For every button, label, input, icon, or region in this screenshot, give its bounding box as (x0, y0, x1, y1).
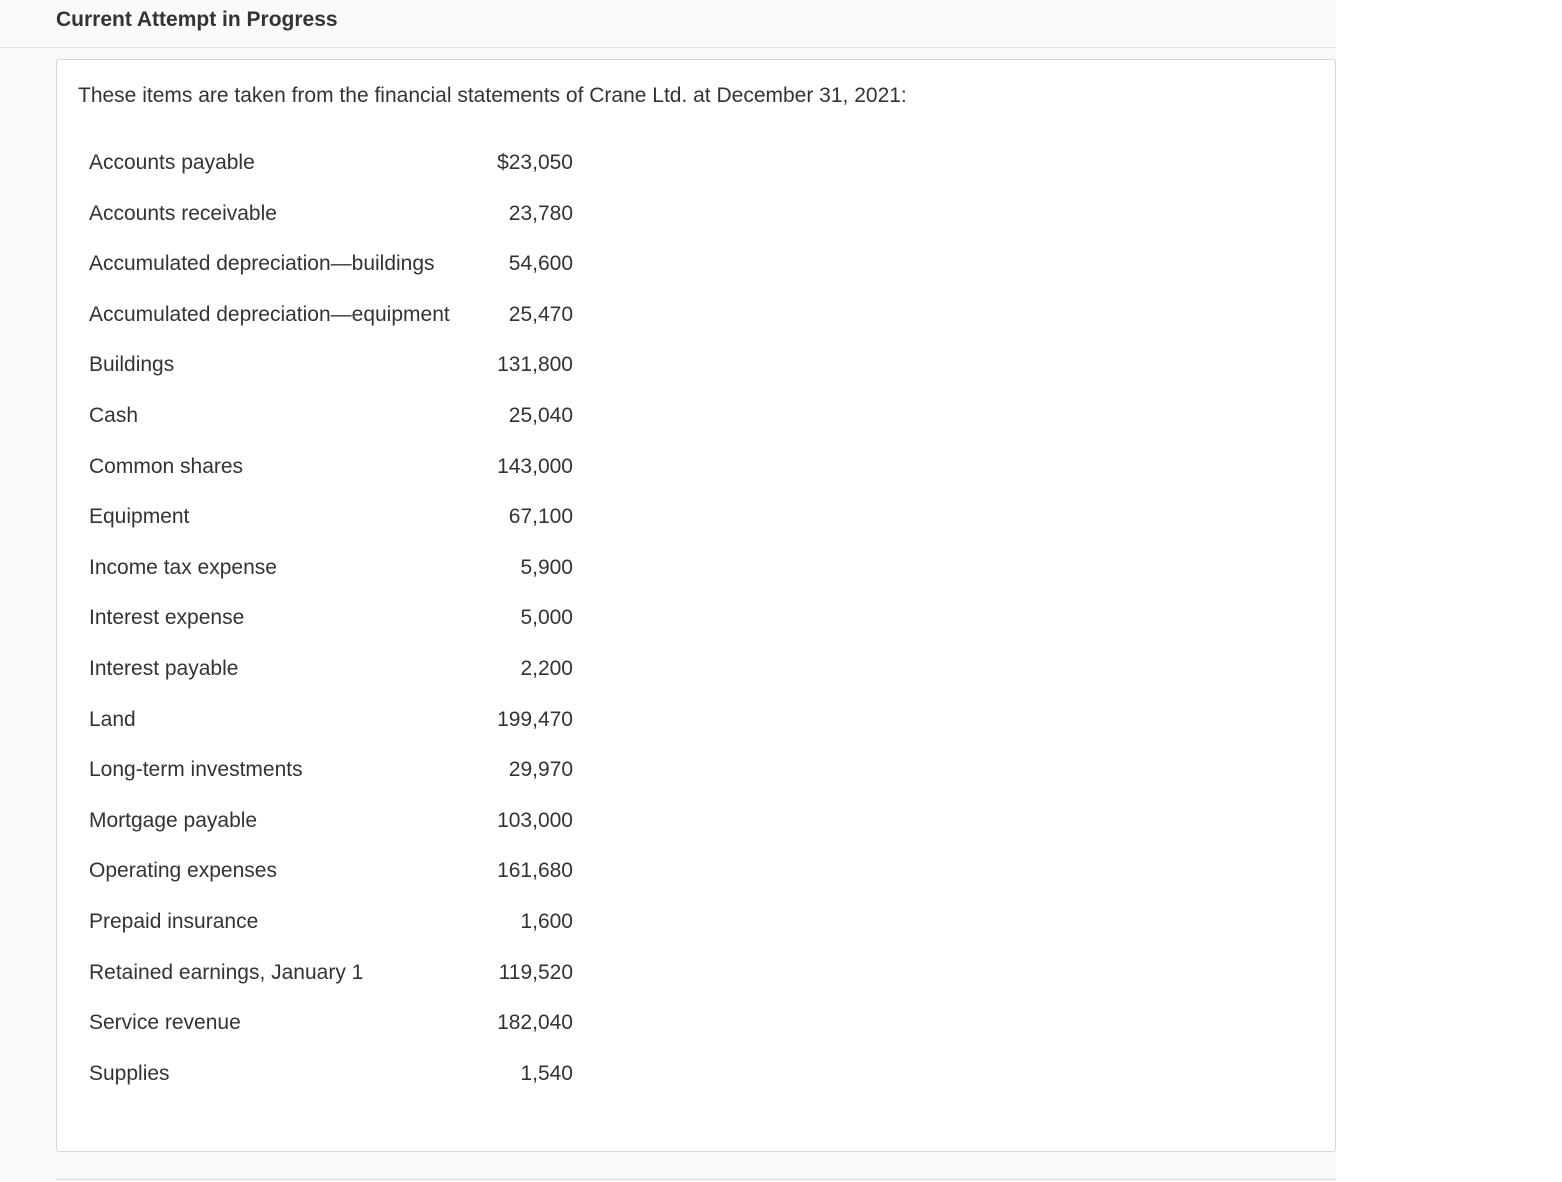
table-row (89, 847, 575, 898)
item-value: 131,800 (497, 353, 573, 377)
attempt-title: Current Attempt in Progress (56, 8, 338, 31)
table-row (89, 443, 575, 494)
divider (56, 1179, 1336, 1180)
item-value: 119,520 (498, 960, 573, 984)
item-label: Accumulated depreciation—buildings (89, 252, 435, 276)
item-value: 182,040 (497, 1011, 573, 1035)
table-row (89, 645, 575, 696)
table-row (89, 190, 575, 241)
table-row (89, 392, 575, 443)
item-label: Mortgage payable (89, 808, 258, 832)
financial-items-table (89, 139, 575, 1100)
item-value: 67,100 (508, 505, 573, 529)
table-row (89, 999, 575, 1050)
item-value: 1,540 (520, 1061, 573, 1085)
table-row (89, 493, 575, 544)
item-value: 25,470 (508, 302, 573, 326)
table-row (89, 1050, 575, 1101)
item-label: Long-term investments (89, 758, 303, 782)
item-value: 23,780 (508, 201, 573, 225)
table-row (89, 341, 575, 392)
item-label: Operating expenses (89, 859, 277, 883)
item-label: Prepaid insurance (89, 909, 259, 933)
table-row (89, 240, 575, 291)
item-value: 29,970 (508, 758, 573, 782)
item-label: Service revenue (89, 1011, 241, 1035)
question-card (56, 59, 1336, 1152)
table-row (89, 898, 575, 949)
item-label: Supplies (89, 1061, 170, 1085)
item-label: Income tax expense (89, 555, 277, 579)
item-value: 1,600 (520, 909, 573, 933)
item-value: 199,470 (497, 707, 573, 731)
item-label: Common shares (89, 454, 244, 478)
item-label: Retained earnings, January 1 (89, 960, 364, 984)
item-value: 25,040 (508, 403, 573, 427)
item-label: Accounts receivable (89, 201, 277, 225)
item-label: Equipment (89, 505, 190, 529)
item-value: 5,000 (520, 606, 573, 630)
item-value: 103,000 (497, 808, 573, 832)
table-row (89, 291, 575, 342)
item-value: 143,000 (497, 454, 573, 478)
question-intro: These items are taken from the financial statements of Crane Ltd. at December 31, 2021: (78, 84, 907, 107)
table-row (89, 949, 575, 1000)
table-row (89, 696, 575, 747)
item-label: Land (89, 707, 136, 731)
item-label: Interest expense (89, 606, 245, 630)
item-value: 54,600 (508, 252, 573, 276)
item-label: Buildings (89, 353, 175, 377)
item-value: 2,200 (520, 656, 573, 680)
attempt-header (0, 0, 1336, 48)
table-row (89, 544, 575, 595)
item-label: Interest payable (89, 656, 239, 680)
item-value: 161,680 (497, 859, 573, 883)
table-row (89, 746, 575, 797)
item-label: Accounts payable (89, 151, 255, 174)
item-value: $23,050 (497, 151, 573, 174)
table-row (89, 797, 575, 848)
item-value: 5,900 (520, 555, 573, 579)
table-row (89, 139, 575, 190)
item-label: Cash (89, 403, 139, 427)
table-row (89, 594, 575, 645)
item-label: Accumulated depreciation—equipment (89, 302, 450, 326)
